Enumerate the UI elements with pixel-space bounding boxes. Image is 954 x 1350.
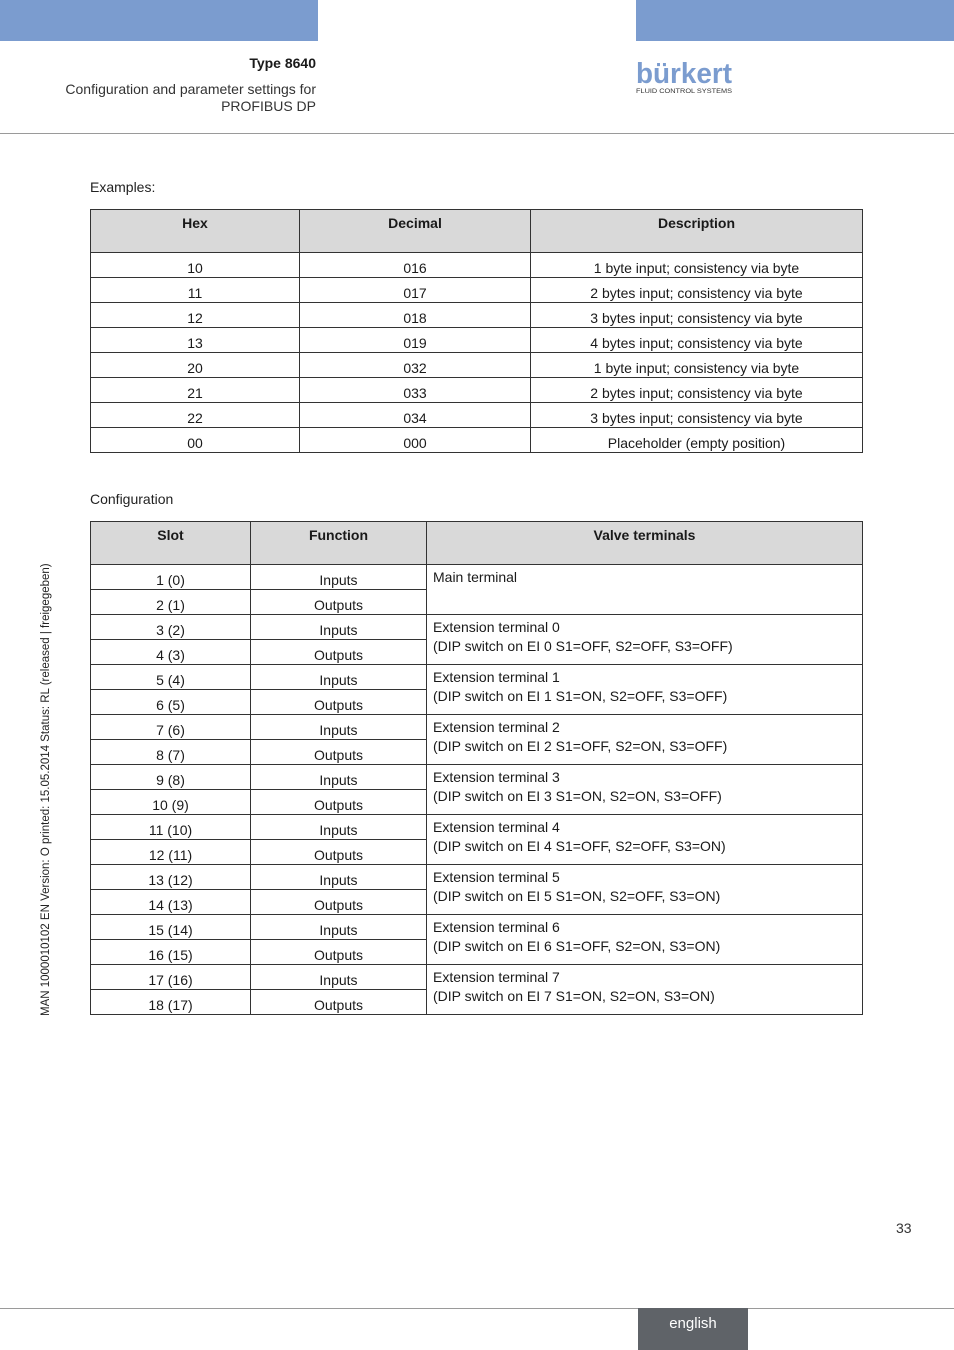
function-cell: Outputs (251, 890, 427, 915)
examples-header-row (91, 210, 863, 253)
column-header: Valve terminals (427, 522, 863, 565)
table-row (91, 565, 863, 590)
slot-cell: 12 (11) (91, 840, 251, 865)
function-cell: Outputs (251, 790, 427, 815)
valve-terminal-cell (427, 615, 863, 665)
slot-cell: 8 (7) (91, 740, 251, 765)
slot-cell: 18 (17) (91, 990, 251, 1015)
function-cell: Outputs (251, 640, 427, 665)
function-cell: Outputs (251, 940, 427, 965)
column-header: Decimal (300, 210, 531, 253)
table-cell: 3 bytes input; consistency via byte (531, 403, 863, 428)
table-cell: 018 (300, 303, 531, 328)
table-cell: 21 (91, 378, 300, 403)
function-cell: Outputs (251, 740, 427, 765)
terminal-name: Extension terminal 2 (433, 719, 560, 735)
slot-cell: 11 (10) (91, 815, 251, 840)
column-header: Slot (91, 522, 251, 565)
table-cell: 4 bytes input; consistency via byte (531, 328, 863, 353)
dip-switch-setting: (DIP switch on EI 6 S1=OFF, S2=ON, S3=ON) (433, 938, 721, 954)
terminal-name: Extension terminal 5 (433, 869, 560, 885)
table-cell: 2 bytes input; consistency via byte (531, 278, 863, 303)
dip-switch-setting: (DIP switch on EI 7 S1=ON, S2=ON, S3=ON) (433, 988, 715, 1004)
slot-cell: 13 (12) (91, 865, 251, 890)
slot-cell: 2 (1) (91, 590, 251, 615)
page-number: 33 (896, 1220, 912, 1236)
table-row (91, 403, 863, 428)
slot-cell: 14 (13) (91, 890, 251, 915)
slot-cell: 1 (0) (91, 565, 251, 590)
function-cell: Inputs (251, 815, 427, 840)
examples-label: Examples: (90, 179, 156, 195)
valve-terminal-cell (427, 565, 863, 615)
function-cell: Inputs (251, 765, 427, 790)
column-header: Hex (91, 210, 300, 253)
table-row (91, 328, 863, 353)
function-cell: Inputs (251, 865, 427, 890)
function-cell: Outputs (251, 590, 427, 615)
function-cell: Inputs (251, 965, 427, 990)
table-cell: 22 (91, 403, 300, 428)
dip-switch-setting: (DIP switch on EI 1 S1=ON, S2=OFF, S3=OFF) (433, 688, 728, 704)
table-cell: 3 bytes input; consistency via byte (531, 303, 863, 328)
terminal-name: Extension terminal 4 (433, 819, 560, 835)
table-cell: 13 (91, 328, 300, 353)
function-cell: Outputs (251, 990, 427, 1015)
table-cell: 033 (300, 378, 531, 403)
valve-terminal-cell (427, 665, 863, 715)
table-row (91, 615, 863, 640)
function-cell: Inputs (251, 615, 427, 640)
examples-table (90, 209, 863, 453)
configuration-header-row (91, 522, 863, 565)
doc-type-title: Type 8640 (249, 55, 316, 71)
dip-switch-setting: (DIP switch on EI 4 S1=OFF, S2=OFF, S3=ON) (433, 838, 726, 854)
table-cell: 11 (91, 278, 300, 303)
valve-terminal-cell (427, 915, 863, 965)
column-header: Description (531, 210, 863, 253)
table-row (91, 303, 863, 328)
valve-terminal-cell (427, 865, 863, 915)
valve-terminal-cell (427, 965, 863, 1015)
table-cell: 019 (300, 328, 531, 353)
terminal-name: Extension terminal 0 (433, 619, 560, 635)
table-row (91, 715, 863, 740)
dip-switch-setting: (DIP switch on EI 3 S1=ON, S2=ON, S3=OFF) (433, 788, 722, 804)
function-cell: Outputs (251, 840, 427, 865)
valve-terminal-cell (427, 815, 863, 865)
function-cell: Inputs (251, 915, 427, 940)
slot-cell: 4 (3) (91, 640, 251, 665)
function-cell: Inputs (251, 665, 427, 690)
dip-switch-setting: (DIP switch on EI 2 S1=OFF, S2=ON, S3=OFF) (433, 738, 728, 754)
terminal-name: Extension terminal 3 (433, 769, 560, 785)
table-cell: 00 (91, 428, 300, 453)
terminal-name: Extension terminal 7 (433, 969, 560, 985)
function-cell: Inputs (251, 715, 427, 740)
table-row (91, 765, 863, 790)
terminal-name: Main terminal (433, 569, 518, 585)
table-cell: 20 (91, 353, 300, 378)
table-row (91, 278, 863, 303)
table-cell: 12 (91, 303, 300, 328)
valve-terminal-cell (427, 765, 863, 815)
slot-cell: 3 (2) (91, 615, 251, 640)
configuration-table (90, 521, 863, 1015)
table-cell: 2 bytes input; consistency via byte (531, 378, 863, 403)
dip-switch-setting: (DIP switch on EI 0 S1=OFF, S2=OFF, S3=OFF) (433, 638, 733, 654)
logo-tagline: FLUID CONTROL SYSTEMS (636, 89, 732, 95)
table-cell: 017 (300, 278, 531, 303)
burkert-logo (636, 58, 736, 98)
dip-switch-setting: (DIP switch on EI 5 S1=ON, S2=OFF, S3=ON) (433, 888, 721, 904)
table-cell: 10 (91, 253, 300, 278)
table-row (91, 815, 863, 840)
terminal-name: Extension terminal 6 (433, 919, 560, 935)
slot-cell: 17 (16) (91, 965, 251, 990)
table-cell: 1 byte input; consistency via byte (531, 253, 863, 278)
table-row (91, 378, 863, 403)
function-cell: Inputs (251, 565, 427, 590)
function-cell: Outputs (251, 690, 427, 715)
slot-cell: 6 (5) (91, 690, 251, 715)
footer-rule (0, 1308, 954, 1309)
slot-cell: 10 (9) (91, 790, 251, 815)
doc-subtitle: Configuration and parameter settings for PROFIBUS DP (65, 81, 316, 114)
table-row (91, 965, 863, 990)
terminal-name: Extension terminal 1 (433, 669, 560, 685)
slot-cell: 9 (8) (91, 765, 251, 790)
column-header: Function (251, 522, 427, 565)
table-row (91, 915, 863, 940)
document-status-sidebar: MAN 1000010102 EN Version: O printed: 15.05.2014 Status: RL (released | freigegeben) (40, 563, 52, 1016)
slot-cell: 15 (14) (91, 915, 251, 940)
table-cell: 034 (300, 403, 531, 428)
configuration-label: Configuration (90, 491, 174, 507)
table-cell: Placeholder (empty position) (531, 428, 863, 453)
slot-cell: 5 (4) (91, 665, 251, 690)
table-row (91, 428, 863, 453)
table-cell: 1 byte input; consistency via byte (531, 353, 863, 378)
header-bar-left (0, 0, 318, 41)
header-bar-right (636, 0, 954, 41)
slot-cell: 16 (15) (91, 940, 251, 965)
table-row (91, 665, 863, 690)
table-row (91, 253, 863, 278)
header-rule (0, 133, 954, 134)
table-row (91, 865, 863, 890)
table-row (91, 353, 863, 378)
valve-terminal-cell (427, 715, 863, 765)
table-cell: 032 (300, 353, 531, 378)
slot-cell: 7 (6) (91, 715, 251, 740)
logo-wordmark: bürkert (636, 58, 733, 90)
table-cell: 000 (300, 428, 531, 453)
table-cell: 016 (300, 253, 531, 278)
language-tab: english (638, 1308, 748, 1350)
